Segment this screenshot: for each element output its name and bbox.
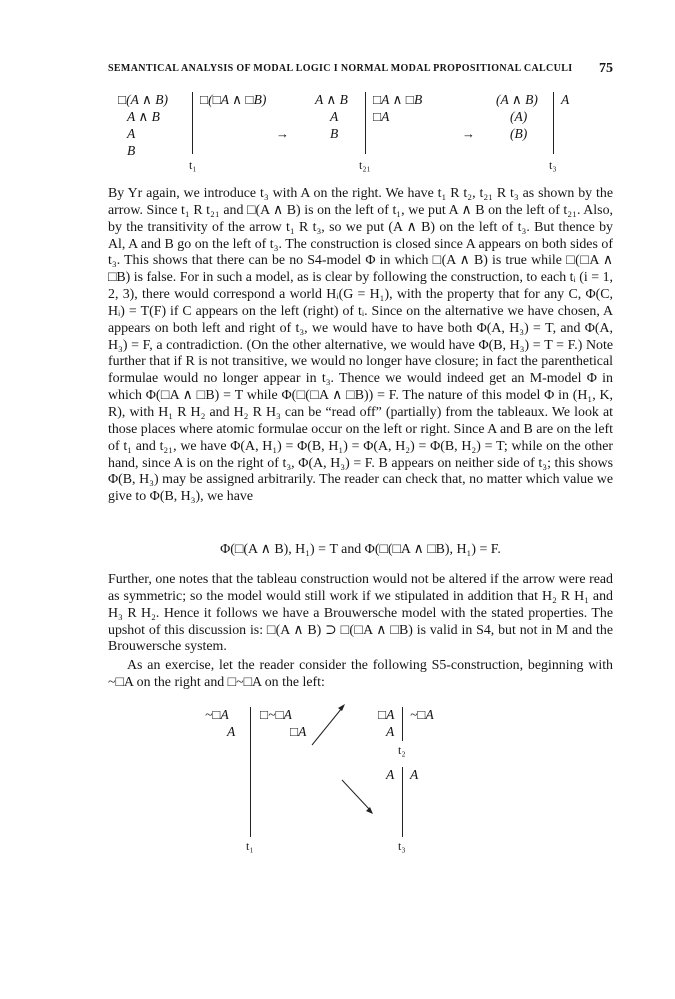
tableau-2-label-t1: t₁ xyxy=(246,839,254,853)
tableau-2-t3-right-line-1: A xyxy=(410,767,419,782)
tableau-1-label-t3: t₃ xyxy=(549,158,557,172)
tableau-1-label-t1: t₁ xyxy=(189,158,197,172)
paragraph-exercise: As an exercise, let the reader consider the following S5-construction, beginning with ~□A on the right and □~□A on the left: xyxy=(108,658,613,690)
tableau-2-t1-left-line-2: A xyxy=(227,724,236,739)
tableau-1-t1-right-line-1: □(□A ∧ □B) xyxy=(200,92,267,107)
tableau-2-label-t3: t₃ xyxy=(398,839,406,853)
tableau-1-t3-left-line-1: (A ∧ B) xyxy=(496,92,538,107)
tableau-1-t1-left-line-4: B xyxy=(127,143,136,158)
display-formula: Φ(□(A ∧ B), H₁) = T and Φ(□(□A ∧ □B), H₁) = F. xyxy=(220,542,501,557)
tableau-2-t1-left-line-1: ~□A xyxy=(205,707,229,722)
tableau-2-arrow-down-head xyxy=(366,807,373,814)
tableau-1-t1-left-line-3: A xyxy=(127,126,136,141)
tableau-2-t1-right-line-1: □~□A xyxy=(260,707,292,722)
tableau-1-t21-left-line-3: B xyxy=(330,126,339,141)
paragraph-symmetric: Further, one notes that the tableau construction would not be altered if the arrow were read as symmetric; so the model would still work if we stipulated in addition that H₂ R H₁ and H₃ R H₂. Hence it follows we have a Brouwersche model with the stated properties. The upshot of this discussion is: □(A ∧ B) ⊃ □(□A ∧ □B) is valid in S4, but not in M and the Brouwersche system. xyxy=(108,572,613,655)
tableau-2-t3-left-line-1: A xyxy=(386,767,395,782)
tableau-2-label-t2: t₂ xyxy=(398,743,406,757)
tableau-2-t2-left-line-2: A xyxy=(386,724,395,739)
page-number: 75 xyxy=(599,61,613,76)
tableau-1-t21-left-line-2: A xyxy=(330,109,339,124)
paragraph-main: By Yr again, we introduce t₃ with A on the right. We have t₁ R t₂, t₂₁ R t₃ as shown by the arrow. Since t₁ R t₂₁ and □(A ∧ B) is on the left of t₁, we put A ∧ B on the left of t₂₁. Also, by the transitivity of the arrow t₁ R t₃, so we put (A ∧ B) on the left of t₃. But thence by Al, A and B go on the left of t₃. The construction is closed since A appears on both sides of t₃. This shows that there can be no S4-model Φ in which □(A ∧ B) is true while □(□A ∧ □B) is false. For in such a model, as is clear by following the construction, to each tᵢ (i = 1, 2, 3), there would correspond a world Hᵢ(G = H₁), with the property that for any C, Φ(C, Hᵢ) = T(F) if C appears on the left (right) of tᵢ. Since on the alternative we have chosen, A appears on both left and right of t₃, we would have to have both Φ(A, H₃) = T, and Φ(A, H₃) = F, a contradiction. (On the other alternative, we would have Φ(B, H₃) = T = F.) Note further that if R is not transitive, we would no longer have closure; in fact the parenthetical formulae would no longer appear in t₃. Thence we would indeed get an M-model Φ in which Φ(□A ∧ □B) = T while Φ(□(□A ∧ □B)) = F. The nature of this model Φ in (H₁, K, R), with H₁ R H₂ and H₂ R H₃ can be “read off” (partially) from the tableaux. We look at those places where atomic formulae occur on the left or right. Since A and B are on the left of t₁ and t₂₁, we have Φ(A, H₁) = Φ(B, H₁) = Φ(A, H₂) = Φ(B, H₂) = T; while on the other hand, since A is on the right of t₃, Φ(A, H₃) = F. B appears on neither side of t₃; this shows Φ(B, H₃) may be assigned arbitrarily. The reader can check that, no matter which value we give to Φ(B, H₃), we have xyxy=(108,186,613,505)
tableau-2-arrow-up-head xyxy=(338,704,345,711)
tableau-2-t2-right-line-1: ~□A xyxy=(410,707,434,722)
tableau-1-t21-left-line-1: A ∧ B xyxy=(315,92,348,107)
tableau-2-t3-divider xyxy=(402,767,403,837)
tableau-2-t1-right-line-2: □A xyxy=(290,724,307,739)
tableau-2-arrow-down xyxy=(342,780,370,810)
tableau-1-t1-left-line-1: □(A ∧ B) xyxy=(118,92,169,107)
tableau-1-t3-left-line-3: (B) xyxy=(510,126,528,141)
tableau-1-t3-left-line-2: (A) xyxy=(510,109,528,124)
tableau-1-t21-right-line-2: □A xyxy=(373,109,390,124)
tableau-1-t21-right-line-1: □A ∧ □B xyxy=(373,92,423,107)
tableau-1-t3-right-line-1: A xyxy=(561,92,570,107)
tableau-1-t1-left-line-2: A ∧ B xyxy=(127,109,160,124)
tableau-1-arrow-1: → xyxy=(276,126,289,141)
tableau-2-arrow-up xyxy=(312,708,342,745)
tableau-2-t2-left-line-1: □A xyxy=(378,707,395,722)
tableau-2-t2-divider xyxy=(402,707,403,741)
running-head: SEMANTICAL ANALYSIS OF MODAL LOGIC I NORMAL MODAL PROPOSITIONAL CALCULI xyxy=(108,63,573,74)
tableau-1-arrow-2: → xyxy=(462,126,475,141)
tableau-1-label-t21: t₂₁ xyxy=(359,158,371,172)
